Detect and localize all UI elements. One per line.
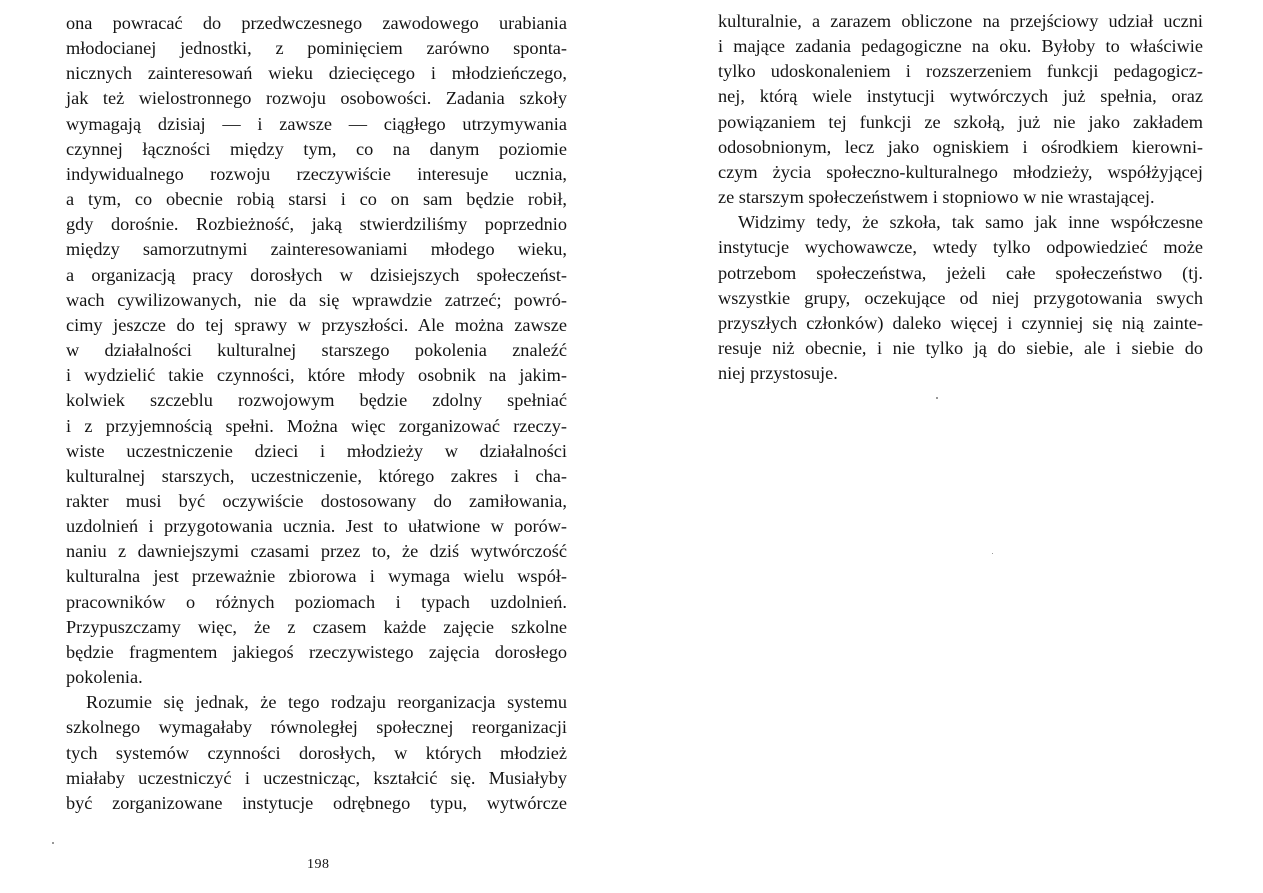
text-line: kulturalnie, a zarazem obliczone na przejściowy udział uczni [718,11,1203,31]
text-line: przyszłych członków) daleko więcej i czynniej się nią zainte- [718,312,1203,333]
right-page-text-column [718,9,1203,386]
text-line: czynnej łączności między tym, co na danym poziomie [66,138,567,159]
text-line: pokolenia. [66,667,143,688]
right-paragraph-1 [718,9,1203,210]
text-line: nej, którą wiele instytucji wytwórczych już spełnia, oraz [718,86,1203,107]
text-line: ona powracać do przedwczesnego zawodowego urabiania [66,13,567,33]
text-line: wszystkie grupy, oczekujące od niej przygotowania swych [718,287,1203,308]
text-line: między samorzutnymi zainteresowaniami młodego wieku, [66,239,567,260]
text-line: kulturalnej starszych, uczestniczenie, którego zakres i cha- [66,465,567,486]
text-line: szkolnego wymagałaby równoległej społecznej reorganizacji [66,717,567,738]
left-page [0,0,630,893]
text-line: wach cywilizowanych, nie da się wprawdzie zatrzeć; powró- [66,289,567,310]
text-line: pracowników o różnych poziomach i typach uzdolnień. [66,591,567,612]
text-line: kulturalna jest przeważnie zbiorowa i wymaga wielu współ- [66,566,567,587]
text-line: instytucje wychowawcze, wtedy tylko odpowiedzieć może [718,237,1203,258]
text-line: indywidualnego rozwoju rzeczywiście interesuje ucznia, [66,163,567,184]
text-line: kolwiek szczeblu rozwojowym będzie zdolny spełniać [66,390,567,411]
text-line: młodocianej jednostki, z pominięciem zarówno sponta- [66,38,567,59]
left-paragraph-2 [66,690,567,816]
text-line: Widzimy tedy, że szkoła, tak samo jak inne współczesne [738,212,1203,233]
text-line: rakter musi być oczywiście dostosowany do zamiłowania, [66,490,567,511]
text-line: potrzebom społeczeństwa, jeżeli całe społeczeństwo (tj. [718,262,1203,283]
text-line: Rozumie się jednak, że tego rodzaju reorganizacja systemu [86,692,567,713]
text-line: uzdolnień i przygotowania ucznia. Jest to ułatwione w porów- [66,516,567,537]
text-line: miałaby uczestniczyć i uczestnicząc, kształcić się. Musiałyby [66,767,567,788]
scan-speck [992,553,993,554]
text-line: tylko udoskonaleniem i rozszerzeniem funkcji pedagogicz- [718,61,1203,82]
text-line: odosobnionym, lecz jako ogniskiem i ośrodkiem kierowni- [718,136,1203,157]
text-line: i z przyjemnością spełni. Można więc zorganizować rzeczy- [66,415,567,436]
page-number: 198 [307,857,330,872]
text-line: a tym, co obecnie robią starsi i co on sam będzie robił, [66,189,567,210]
text-line: powiązaniem tej funkcji ze szkołą, już nie jako zakładem [718,111,1203,132]
text-line: czym życia społeczno-kulturalnego młodzieży, współżyjącej [718,161,1203,182]
text-line: nicznych zainteresowań wieku dziecięcego i młodzieńczego, [66,63,567,84]
right-paragraph-2 [718,210,1203,386]
text-line: i mające zadania pedagogiczne na oku. Byłoby to właściwie [718,36,1203,57]
text-line: ze starszym społeczeństwem i stopniowo w nie wrastającej. [718,187,1155,208]
left-paragraph-1 [66,11,567,690]
text-line: wiste uczestniczenie dzieci i młodzieży w działalności [66,440,567,461]
text-line: wymagają dzisiaj — i zawsze — ciągłego utrzymywania [66,113,567,134]
left-page-text-column [66,11,567,816]
text-line: jak też wielostronnego rozwoju osobowości. Zadania szkoły [66,88,567,109]
text-line: resuje niż obecnie, i nie tylko ją do siebie, ale i siebie do [718,338,1203,359]
text-line: w działalności kulturalnej starszego pokolenia znaleźć [66,340,567,361]
text-line: być zorganizowane instytucje odrębnego typu, wytwórcze [66,792,567,813]
text-line: a organizacją pracy dorosłych w dzisiejszych społeczeńst- [66,264,567,285]
scan-speck [936,397,938,399]
text-line: tych systemów czynności dorosłych, w których młodzież [66,742,567,763]
text-line: niej przystosuje. [718,363,838,384]
text-line: cimy jeszcze do tej sprawy w przyszłości. Ale można zawsze [66,314,567,335]
text-line: będzie fragmentem jakiegoś rzeczywistego zajęcia dorosłego [66,641,567,662]
text-line: i wydzielić takie czynności, które młody osobnik na jakim- [66,365,567,386]
scan-speck [52,842,54,844]
right-page [631,0,1263,893]
text-line: Przypuszczamy więc, że z czasem każde zajęcie szkolne [66,616,567,637]
text-line: gdy dorośnie. Rozbieżność, jaką stwierdziliśmy poprzednio [66,214,567,235]
text-line: naniu z dawniejszymi czasami przez to, że dziś wytwórczość [66,541,567,562]
